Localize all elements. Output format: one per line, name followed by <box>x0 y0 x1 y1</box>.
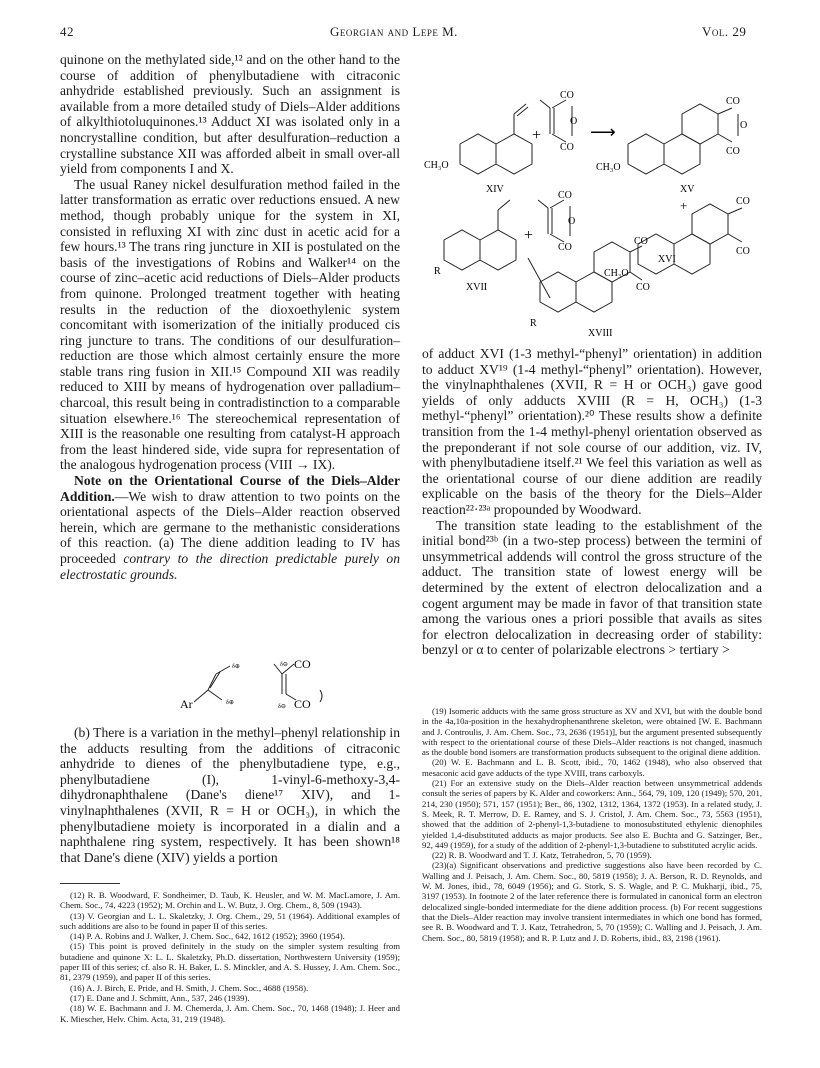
xiv-aromatic-ring <box>460 134 496 174</box>
delta-minus-2: δ⊖ <box>278 704 286 710</box>
footnote-19: (19) Isomeric adducts with the same gross structure as XV and XVI, but with the double bond in the 4a,10a-position in the hexahydrophenanthrene skeleton, were obtained [W. E. Bachmann and J. Controulis, J. Am. Chem. Soc., 73, 2636 (1951)], but the argument presented subsequently with respect to the orientational course of these Diels–Alder reactions is not changed, inasmuch as the double bond isomers are transformation products subsequent to the original diene addition. <box>422 706 762 758</box>
footnote-14: (14) P. A. Robins and J. Walker, J. Chem. Soc., 642, 1612 (1952); 3960 (1954). <box>70 931 345 942</box>
co-xvi-bottom: CO <box>736 246 750 257</box>
co-xiv-bottom: CO <box>560 142 574 153</box>
footnote-17: (17) E. Dane and J. Schmitt, Ann., 537, 246 (1939). <box>70 992 250 1003</box>
footnote-13: (13) V. Georgian and L. L. Skaletzky, J. Org. Chem., 29, 51 (1964). Additional examples of such additions are also to be found in paper II of this series. <box>60 910 400 931</box>
note-text-italic: contrary to the direction predictable purely on electrostatic grounds. <box>60 551 400 582</box>
note-heading: Note on the Orientational Course of the Diels–Alder Addition. <box>60 473 400 504</box>
r-xvii: R <box>434 266 441 277</box>
left-paragraph-3 <box>60 473 400 582</box>
running-title: Georgian and Lepe M. <box>330 24 458 39</box>
co-xiv-top: CO <box>560 90 574 101</box>
footnote-16: (16) A. J. Birch, E. Pride, and H. Smith, J. Chem. Soc., 4688 (1958). <box>70 982 309 993</box>
xv-ring-c <box>682 104 718 144</box>
right-paragraph-2: The transition state leading to the establishment of the initial bond²³ᵇ (in a two-step process) between the termini of unsymmetrical addends will control the gross structure of the adduct. The transition state of lowest energy will be determined by the extent of electron delocalization and a cogent argument may be made in favor of that transition state among the various ones a priori possible that avails as sites for electron delocalization in decreasing order of stability: benzyl or α to center of polarizable electrons > tertiary > <box>422 517 762 658</box>
delta-plus-2: δ⊕ <box>226 700 234 706</box>
label-xv: XV <box>680 184 695 195</box>
co-label-ts-1: CO <box>294 657 311 671</box>
footnote-18: (18) W. E. Bachmann and J. M. Chemerda, J. Am. Chem. Soc., 70, 1468 (1948); J. Heer and K. Miescher, Helv. Chim. Acta, 31, 219 (1948). <box>60 1003 400 1024</box>
delta-minus-1: δ⊖ <box>280 662 288 668</box>
ch3o-xvi: CH₃O <box>604 268 629 279</box>
footnotes-right <box>422 706 762 943</box>
o-xv: O <box>740 120 748 131</box>
plus-1: + <box>532 127 542 144</box>
o-xvii: O <box>568 216 576 227</box>
label-xvi: XVI <box>658 254 676 265</box>
ch3o-xv: CH₃O <box>596 162 621 173</box>
xviii-ring-a <box>540 272 576 312</box>
co-xvi-top: CO <box>736 196 750 207</box>
footnote-15: (15) This point is proved definitely in the study on the simpler system resulting from butadiene and quinone X: L. L. Skaletzky, Ph.D. dissertation, Northwestern University (1959); paper III of this series; cf. also R. H. Baker, L. S. Minckler, and A. S. Hussey, J. Am. Chem. Soc., 81, 2379 (1959), and paper II of this series. <box>60 941 400 983</box>
left-column-continued <box>60 725 400 865</box>
co-label-ts-2: CO <box>294 697 311 711</box>
right-paragraph-1: of adduct XVI (1-3 methyl-“phenyl” orientation) in addition to adduct XV¹⁹ (1-4 methyl-“phenyl” orientation). However, the vinylnaphthalenes (XVII, R = H or OCH₃) gave good yields of only adducts XVIII (R = H, OCH₃) (1-3 methyl-“phenyl” orientation).²⁰ These results show a definite transition from the 1-4 methyl-phenyl orientation observed as the preponderant if not sole course of our addition, viz. IV, with phenylbutadiene itself.²¹ We feel this variation as well as the orientational course of our diene addition are readily explicable on the basis of the theory for the Diels–Alder reaction²²·²³ᵃ propounded by Woodward. <box>422 346 762 517</box>
page-number: 42 <box>60 24 74 39</box>
footnotes-left <box>60 890 400 1024</box>
transition-state-scheme <box>170 650 350 714</box>
ch3o-xiv: CH₃O <box>424 160 449 171</box>
reaction-scheme <box>420 48 760 338</box>
xvi-ring-b <box>674 234 710 274</box>
footnote-22: (22) R. B. Woodward and T. J. Katz, Tetrahedron, 5, 70 (1959). <box>432 850 652 861</box>
arrow-1: ⟶ <box>590 122 616 142</box>
volume-label: Vol. 29 <box>702 24 747 39</box>
footnote-12: (12) R. B. Woodward, F. Sondheimer, D. Taub, K. Heusler, and W. M. MacLamore, J. Am. Chem. Soc., 74, 4223 (1952); M. Orchin and L. W. Butz, J. Org. Chem., 8, 509 (1943). <box>60 890 400 911</box>
r-xviii: R <box>530 318 537 329</box>
footnote-21: (21) For an extensive study on the Diels–Alder reaction between unsymmetrical addends consult the series of papers by K. Alder and coworkers: Ann., 564, 79, 109, 120 (1949); 570, 201, 214, 230 (1950); 571, 157 (1951); Ber., 86, 1302, 1312, 1364, 1372 (1953). In a related study, J. S. Meek, R. T. Merrow, D. E. Ramey, and S. J. Cristol, J. Am. Chem. Soc., 73, 5563 (1951), showed that the addition of 2-phenyl-1,3-butadiene to monosubstituted ethylenic dienophiles yielded 1,4-disubstituted adducts as major products. See also E. Buchta and G. Satzinger, Ber., 92, 449 (1959), for a study of the addition of 2-phenyl-1,3-butadiene to substituted acrylic acids. <box>422 778 762 850</box>
left-column <box>60 52 400 582</box>
label-xiv: XIV <box>486 184 504 195</box>
co-xviii-bottom: CO <box>636 282 650 293</box>
xvii-ring-1 <box>444 230 480 270</box>
delta-plus-1: δ⊕ <box>232 664 240 670</box>
xv-ring-b <box>664 134 700 174</box>
left-paragraph-2: The usual Raney nickel desulfuration method failed in the latter transformation as erratic over reductions ensued. A new method, though probably unique for the system in XI, consisted in refluxing XI with zinc dust in acetic acid for a few hours.¹³ The trans ring juncture in XII is postulated on the basis of the investigations of Robins and Walker¹⁴ on the course of zinc–acetic acid reductions of Diels–Alder products from quinone. Prolonged treatment together with heating results in the reduction of the dioxoethylenic system concomitant with isomerization of the initially produced cis ring juncture to trans. The conditions of our desulfuration–reduction are those which almost certainly ensure the more stable trans ring fusion in XII.¹⁵ Compound XII was readily reduced to XIII by means of hydrogenation over palladium–charcoal, this result being in contradistinction to a comparable situation elsewhere.¹⁶ The stereochemical representation of XIII is the reasonable one resulting from catalyst-H approach from the least hindered side, vide supra for representation of the analogous hydrogenation process (VIII → IX). <box>60 176 400 473</box>
label-xvii: XVII <box>466 282 488 293</box>
ar-label: Ar <box>180 697 193 711</box>
co-xvii-bottom: CO <box>558 242 572 253</box>
co-xvii-top: CO <box>558 190 572 201</box>
right-column <box>422 346 762 658</box>
note-text: —We wish to draw attention to two points on the orientational aspects of the Diels–Alder reaction observed herein, which are germane to the methanistic considerations of this reaction. (a) The diene addition leading to IV has proceeded <box>60 488 400 566</box>
left-paragraph-1: quinone on the methylated side,¹² and on the other hand to the course of addition of phenylbutadiene with citraconic anhydride established previously. Such an assignment is available from a more detailed study of Diels–Alder additions of alkylthiotoluquinones.¹³ Adduct XI was isolated only in a noncrystalline condition, but after desulfuration–reduction a crystalline substance XII was afforded albeit in small over-all yield from components I and X. <box>60 52 400 177</box>
plus-3: + <box>524 227 534 244</box>
footnote-20: (20) W. E. Bachmann and L. B. Scott, ibid., 70, 1462 (1948), who also observed that mesaconic acid gave adducts of the type XVIII, trans carboxyls. <box>422 757 762 778</box>
o-xiv: O <box>570 116 578 127</box>
xvi-ring-c <box>692 204 728 244</box>
co-xviii-top: CO <box>634 236 648 247</box>
plus-2: + <box>680 198 688 213</box>
footnote-23: (23)(a) Significant observations and predictive suggestions also have been recorded by C. Walling and J. Peisach, J. Am. Chem. Soc., 80, 5819 (1958); J. A. Berson, R. D. Reynolds, and W. M. Jones, ibid., 78, 6049 (1956); and G. Stork, S. S. Wagle, and P. C. Mukharji, ibid., 75, 3197 (1953). In footnote 2 of the later reference there is formulated in canonical form an electron delocalized single-bonded intermediate for the diene addition process. (b) For recent suggestions that the Diels–Alder reaction may involve transient intermediates in which one bond has formed, see R. B. Woodward and T. J. Katz, Tetrahedron, 5, 70 (1959); C. Walling and J. Peisach, J. Am. Chem. Soc., 80, 5819 (1958); and R. P. Lutz and J. D. Roberts, ibid., 83, 2198 (1961). <box>422 860 762 943</box>
co-xv-bottom: CO <box>726 146 740 157</box>
footnote-rule-left <box>60 883 120 884</box>
xiv-dihydro-ring <box>496 134 532 174</box>
left-paragraph-4: (b) There is a variation in the methyl–phenyl relationship in the adducts resulting from the additions of citraconic anhydride to dienes of the phenylbutadiene type, e.g., phenylbutadiene (I), 1-vinyl-6-methoxy-3,4-dihydronaphthalene (Dane's diene¹⁷ XIV), and 1-vinylnaphthalenes (XVII, R = H or OCH₃), in which the phenylbutadiene moiety is incorporated in a dialin and a naphthalene ring system, respectively. It has been shown¹⁸ that Dane's diene (XIV) yields a portion <box>60 725 400 865</box>
label-xviii: XVIII <box>588 328 613 338</box>
xvii-ring-2 <box>480 230 516 270</box>
xv-ring-a <box>628 134 664 174</box>
co-xv-top: CO <box>726 96 740 107</box>
